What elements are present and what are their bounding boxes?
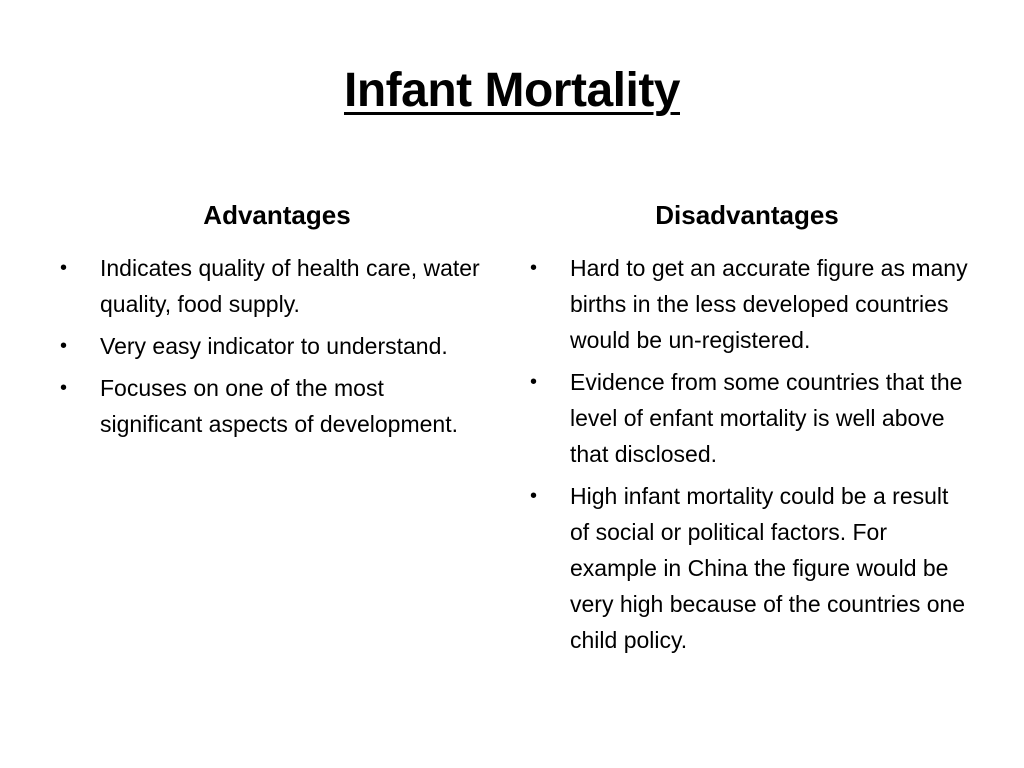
- advantages-list: [52, 250, 492, 448]
- list-item-text: High infant mortality could be a result of social or political factors. For example in China the figure would be very high because of the countries one child policy.: [570, 483, 966, 653]
- bullet-icon: •: [530, 485, 538, 507]
- disadvantages-heading: Disadvantages: [655, 200, 839, 230]
- list-item-text: Evidence from some countries that the level of enfant mortality is well above that disclosed.: [570, 369, 963, 467]
- list-item-text: Hard to get an accurate figure as many births in the less developed countries would be un-registered.: [570, 255, 968, 353]
- advantages-heading: Advantages: [203, 200, 351, 230]
- list-item: [522, 364, 972, 472]
- list-item-text: Focuses on one of the most significant aspects of development.: [100, 375, 458, 437]
- bullet-icon: •: [60, 377, 68, 399]
- list-item: [522, 250, 972, 358]
- list-item: [522, 478, 972, 658]
- bullet-icon: •: [60, 257, 68, 279]
- list-item-text: Very easy indicator to understand.: [100, 333, 448, 359]
- bullet-icon: •: [530, 371, 538, 393]
- list-item: [52, 328, 492, 364]
- bullet-icon: •: [60, 335, 68, 357]
- bullet-icon: •: [530, 257, 538, 279]
- list-item-text: Indicates quality of health care, water quality, food supply.: [100, 255, 480, 317]
- page-title: Infant Mortality: [344, 64, 680, 117]
- list-item: [52, 250, 492, 322]
- disadvantages-list: [522, 250, 972, 664]
- list-item: [52, 370, 492, 442]
